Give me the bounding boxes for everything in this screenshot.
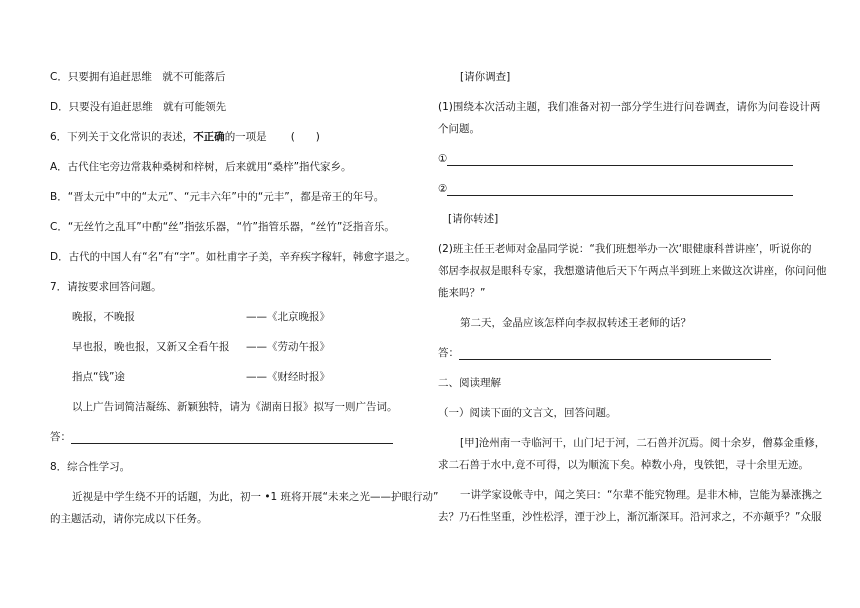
circle-one-marker: ① [438,153,448,165]
q8-paragraph-line-1: 近视是中学生绕不开的话题，为此，初一 •1 班将开展“未来之光——护眼行动” [72,491,439,503]
q7-task: 以上广告词简洁凝练、新颖独特，请为《湖南日报》拟写一则广告词。 [72,401,398,413]
ad-text-2: 早也报，晚也报，又新又全看午报 [72,341,230,353]
relay-question-line-2: 邻居李叔叔是眼科专家，我想邀请他后天下午两点半到班上来做这次讲座，你问问他 [438,265,827,277]
q6-option-c: C．“无丝竹之乱耳”中酌“丝”指弦乐器，“竹”指管乐器，“丝竹”泛指音乐。 [50,221,395,233]
relay-question-line-4: 第二天，金晶应该怎样向李叔叔转述王老师的话？ [460,317,691,329]
survey-answer-2-blank[interactable] [447,184,793,196]
q6-answer-paren[interactable]: ( ) [290,131,320,143]
option-c: C．只要拥有追赶思维 就不可能落后 [50,71,226,83]
relay-answer-label: 答： [438,347,459,359]
survey-answer-1 [438,152,793,166]
q7-answer-label: 答： [50,431,71,443]
relay-question-line-3: 能来吗？” [438,287,486,299]
q8-paragraph-line-2: 的主题活动，请你完成以下任务。 [50,513,208,525]
survey-question-line-1: (1)围绕本次活动主题，我们准备对初一部分学生进行问卷调查，请你为问卷设计两 [438,101,821,113]
left-column [50,0,439,608]
question-7: 7．请按要求回答问题。 [50,281,162,293]
passage-jia-line-4: 去？乃石性坚重，沙性松浮，湮于沙上，渐沉渐深耳。沿河求之，不亦颠乎？”众服 [438,511,822,523]
q6-option-a: A．古代住宅旁边常栽种桑树和梓树，后来就用“桑梓”指代家乡。 [50,161,352,173]
q6-emphasis: 不正确 [193,131,225,143]
ad-source-1: ——《北京晚报》 [246,311,330,323]
circle-two-marker: ② [438,183,448,195]
q6-prefix: 6．下列关于文化常识的表述， [50,131,194,143]
q7-answer-blank[interactable] [71,432,393,444]
question-6 [50,130,320,144]
right-column [438,0,827,608]
survey-answer-1-blank[interactable] [447,154,793,166]
passage-jia-line-1: [甲]沧州南一寺临河干，山门圮于河，二石兽并沉焉。阅十余岁，僧募金重修， [460,437,826,449]
section-2-heading: 二、阅读理解 [438,377,501,389]
ad-source-2: ——《劳动午报》 [246,341,330,353]
reading-subsection-1: （一）阅读下面的文言文，回答问题。 [438,407,617,419]
passage-jia-line-2: 求二石兽于水中,竟不可得，以为顺流下矣。棹数小舟，曳铁钯，寻十余里无迹。 [438,459,809,471]
ad-text-1: 晚报，不晚报 [72,311,135,323]
ad-source-3: ——《财经时报》 [246,371,330,383]
relay-answer-blank[interactable] [459,348,771,360]
passage-jia-line-3: 一讲学家设帐寺中，闻之笑曰：“尔辈不能究物理。是非木柿，岂能为暴涨携之 [460,489,823,501]
q6-option-d: D．古代的中国人有“名”有“字”。如杜甫字子美，辛弃疾字稼轩，韩愈字退之。 [50,251,416,263]
relay-answer-line [438,346,771,360]
survey-heading: [请你调查] [460,71,511,83]
ad-text-3: 指点“钱”途 [72,371,125,383]
q6-suffix: 的一项是 [224,131,267,143]
q7-answer-line [50,430,393,444]
survey-answer-2 [438,182,793,196]
question-8: 8．综合性学习。 [50,461,131,473]
relay-question-line-1: (2)班主任王老师对金晶同学说：“我们班想举办一次‘眼健康科普讲座’，听说你的 [438,243,812,255]
survey-question-line-2: 个问题。 [438,123,480,135]
relay-heading: [请你转述] [448,213,499,225]
option-d: D．只要没有追赶思维 就有可能领先 [50,101,227,113]
q6-option-b: B．“晋太元中”中的“太元”、“元丰六年”中的“元丰”，都是帝王的年号。 [50,191,385,203]
